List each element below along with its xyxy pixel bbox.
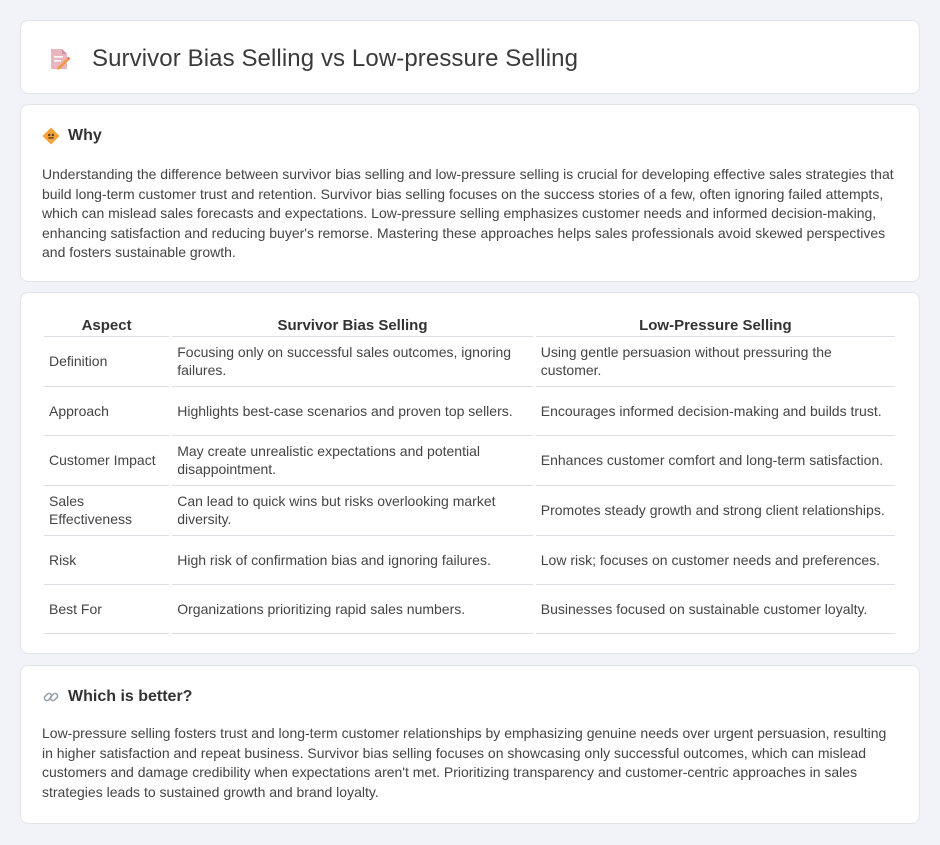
row-low-pressure: Promotes steady growth and strong client relationships.	[536, 486, 895, 536]
row-survivor-bias: Focusing only on successful sales outcomes, ignoring failures.	[172, 337, 533, 387]
why-section	[20, 104, 920, 282]
page-title: Survivor Bias Selling vs Low-pressure Selling	[92, 45, 579, 72]
row-survivor-bias: Highlights best-case scenarios and proven top sellers.	[172, 387, 533, 436]
header-aspect: Aspect	[44, 315, 169, 337]
header-low-pressure: Low-Pressure Selling	[536, 315, 895, 337]
row-aspect: Sales Effectiveness	[44, 486, 169, 536]
link-icon	[42, 688, 60, 706]
row-low-pressure: Enhances customer comfort and long-term satisfaction.	[536, 436, 895, 486]
table-row	[44, 486, 895, 536]
row-survivor-bias: High risk of confirmation bias and ignoring failures.	[172, 536, 533, 585]
table-row	[44, 337, 895, 387]
row-survivor-bias: Organizations prioritizing rapid sales numbers.	[172, 585, 533, 634]
row-low-pressure: Using gentle persuasion without pressuring the customer.	[536, 337, 895, 387]
table-row	[44, 436, 895, 486]
row-survivor-bias: Can lead to quick wins but risks overlooking market diversity.	[172, 486, 533, 536]
comparison-table	[41, 315, 898, 634]
row-survivor-bias: May create unrealistic expectations and potential disappointment.	[172, 436, 533, 486]
why-title: Why	[68, 127, 102, 144]
row-aspect: Customer Impact	[44, 436, 169, 486]
header-survivor-bias: Survivor Bias Selling	[172, 315, 533, 337]
diamond-sign-icon	[42, 127, 60, 145]
row-aspect: Risk	[44, 536, 169, 585]
row-low-pressure: Businesses focused on sustainable customer loyalty.	[536, 585, 895, 634]
table-header-row	[44, 315, 895, 337]
table-row	[44, 536, 895, 585]
document-pencil-icon	[46, 46, 72, 72]
why-text: Understanding the difference between survivor bias selling and low-pressure selling is crucial for developing effective sales strategies that build long-term customer trust and retention. Survivor bias selling focuses on the success stories of a few, often ignoring failed attempts, which can mislead sales forecasts and expectations. Low-pressure selling emphasizes customer needs and informed decision-making, enhancing satisfaction and reducing buyer's remorse. Mastering these approaches helps sales professionals avoid skewed perspectives and fosters sustainable growth.	[42, 166, 894, 261]
row-aspect: Best For	[44, 585, 169, 634]
which-is-better-text: Low-pressure selling fosters trust and long-term customer relationships by emphasizing genuine needs over urgent persuasion, resulting in higher satisfaction and repeat business. Survivor bias selling focuses on showcasing only successful outcomes, which can mislead customers and damage credibility when expectations aren't met. Prioritizing transparency and customer-centric approaches in sales strategies leads to sustained growth and brand loyalty.	[42, 725, 887, 800]
row-low-pressure: Low risk; focuses on customer needs and preferences.	[536, 536, 895, 585]
which-is-better-title: Which is better?	[68, 688, 193, 705]
table-row	[44, 387, 895, 436]
row-aspect: Definition	[44, 337, 169, 387]
table-row	[44, 585, 895, 634]
comparison-table-card	[20, 292, 920, 654]
row-aspect: Approach	[44, 387, 169, 436]
header-card	[20, 20, 920, 94]
which-is-better-section	[20, 665, 920, 824]
row-low-pressure: Encourages informed decision-making and builds trust.	[536, 387, 895, 436]
